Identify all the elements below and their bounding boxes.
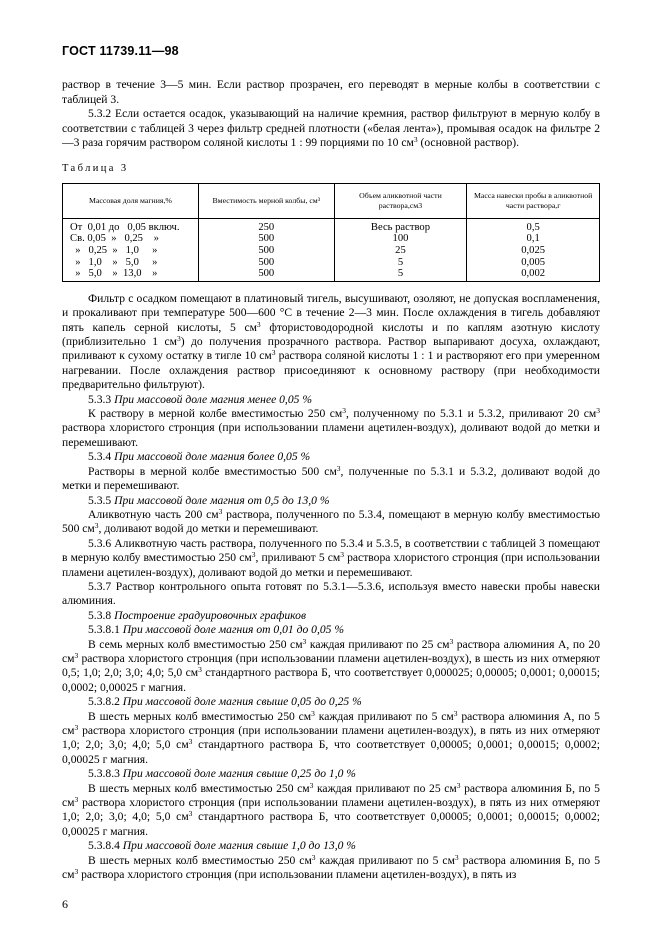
table-header-cell: Вместимость мерной колбы, см³: [198, 183, 334, 218]
table-cell: 500: [198, 268, 334, 281]
table-cell: От 0,01 до 0,05 включ.: [63, 218, 199, 233]
table-cell: 5: [334, 268, 467, 281]
table-cell: 0,1: [467, 233, 600, 245]
section-heading-5-3-8-3: 5.3.8.3 При массовой доле магния свыше 0,25 до 1,0 %: [88, 767, 356, 781]
table-cell: 0,002: [467, 268, 600, 281]
document-page: [62, 44, 600, 882]
section-heading-5-3-4: 5.3.4 При массовой доле магния более 0,05 %: [88, 450, 311, 464]
table-cell: » 5,0 » 13,0 »: [63, 268, 199, 281]
section-heading-5-3-8-2: 5.3.8.2 При массовой доле магния свыше 0,05 до 0,25 %: [88, 695, 362, 709]
table-header-cell: Объем аликвотной части раствора,см3: [334, 183, 467, 218]
table-cell: 5: [334, 257, 467, 269]
paragraph-5-3-5: Аликвотную часть 200 $см^3$ раствора, полученного по 5.3.4, помещают в мерную колбу вместимостью 500 $см^3$, доливают водой до метки и перемешивают.: [62, 506, 601, 536]
table-row: [63, 245, 600, 257]
paragraph-filter: Фильтр с осадком помещают в платиновый тигель, высушивают, озоляют, не допуская воспламенения, и прокаливают при температуре 500—600 °С в течение 2—3 мин. После охлаждения в тигель добавляют пять капель серной кислоты, 5 $см^3$ фтористоводородной кислоты и по каплям азотную кислоту (приблизительно 1 $см^3$) до получения прозрачного раствора. Раствор выпаривают досуха, охлаждают, приливают к сухому остатку в тигле 10 $см^3$ раствора соляной кислоты 1 : 1 и растворяют его при умеренном нагревании. После охлаждения раствор присоединяют к основному раствору (при необходимости предварительно фильтруют).: [62, 291, 600, 392]
section-heading-5-3-5: 5.3.5 При массовой доле магния от 0,5 до 13,0 %: [88, 493, 330, 507]
paragraph-5-3-6: 5.3.6 Аликвотную часть раствора, полученного по 5.3.4 и 5.3.5, в соответствии с таблицей 3 помещают в мерную колбу вместимостью 250 $см^3$, приливают 5 $см^3$ раствора хлористого стронция (при использовании пламени ацетилен-воздух), доливают водой до метки и перемешивают.: [62, 536, 601, 579]
table-cell: 500: [198, 233, 334, 245]
table-cell: 500: [198, 257, 334, 269]
section-heading-5-3-8-4: 5.3.8.4 При массовой доле магния свыше 1,0 до 13,0 %: [88, 839, 356, 853]
paragraph-5-3-8-3: В шесть мерных колб вместимостью 250 $см^3$ каждая приливают по 25 $см^3$ раствора алюминия Б, по 5 $см^3$ раствора хлористого стронция (при использовании пламени ацетилен-воздух), в пять из них отмеряют 1,0; 2,0; 3,0; 4,0; 5,0 $см^3$ стандартного раствора Б, что соответствует 0,00005; 0,0001; 0,00015; 0,0002; 0,00025 г магния.: [62, 780, 600, 838]
paragraph-5-3-8-1: В семь мерных колб вместимостью 250 $см^3$ каждая приливают по 25 $см^3$ раствора алюминия А, по 20 $см^3$ раствора хлористого стронция (при использовании пламени ацетилен-воздух), в шесть из них отмеряют 0,5; 1,0; 2,0; 3,0; 4,0; 5,0 $см^3$ стандартного раствора Б, что соответствует 0,000025; 0,00005; 0,0001; 0,00015; 0,0002; 0,00025 г магния.: [62, 636, 600, 694]
table-cell: 100: [334, 233, 467, 245]
table-cell: 25: [334, 245, 467, 257]
table-cell: 500: [198, 245, 334, 257]
table-cell: 0,5: [467, 218, 600, 233]
table-row: [63, 218, 600, 233]
table-cell: » 1,0 » 5,0 »: [63, 257, 199, 269]
table-cell: » 0,25 » 1,0 »: [63, 245, 199, 257]
section-heading-5-3-8: 5.3.8 Построение градуировочных графиков: [88, 608, 306, 622]
paragraph-5-3-7: 5.3.7 Раствор контрольного опыта готовят по 5.3.1—5.3.6, используя вместо навески пробы навески алюминия.: [62, 579, 600, 608]
table-cell: 0,025: [467, 245, 600, 257]
table-header-cell: Масса навески пробы в аликвотной части раствора,г: [467, 183, 600, 218]
table-3: [62, 183, 600, 282]
table-cell: 250: [198, 218, 334, 233]
table-3-title: Таблица 3: [62, 163, 129, 175]
table-row: [63, 268, 600, 281]
paragraph-5-3-3: К раствору в мерной колбе вместимостью 250 $см^3$, полученному по 5.3.1 и 5.3.2, приливают 20 $см^3$ раствора хлористого стронция (при использовании пламени ацетилен-воздух), доливают водой до метки и перемешивают.: [62, 406, 601, 449]
page-number: 6: [62, 897, 68, 911]
table-cell: Весь раствор: [334, 218, 467, 233]
document-header: ГОСТ 11739.11—98: [62, 44, 179, 58]
paragraph-5-3-4: Растворы в мерной колбе вместимостью 500 $см^3$, полученные по 5.3.1 и 5.3.2, доливают водой до метки и перемешивают.: [62, 463, 600, 493]
section-heading-5-3-8-1: 5.3.8.1 При массовой доле магния от 0,01 до 0,05 %: [88, 623, 344, 637]
table-cell: Св. 0,05 » 0,25 »: [63, 233, 199, 245]
table-cell: 0,005: [467, 257, 600, 269]
paragraph-5-3-8-2: В шесть мерных колб вместимостью 250 $см^3$ каждая приливают по 5 $см^3$ раствора алюминия А, по 5 $см^3$ раствора хлористого стронция (при использовании пламени ацетилен-воздух), в пять из них отмеряют 1,0; 2,0; 3,0; 4,0; 5,0 $см^3$ стандартного раствора Б, что соответствует 0,00005; 0,0001; 0,00015; 0,0002; 0,00025 г магния.: [62, 708, 600, 766]
paragraph-5-3-2: 5.3.2 Если остается осадок, указывающий на наличие кремния, раствор фильтруют в мерную колбу в соответствии с таблицей 3 через фильтр средней плотности («белая лента»), промывая осадок на фильтре 2—3 раза горячим раствором соляной кислоты 1 : 99 порциями по 10 $см^3$ (основной раствор).: [62, 107, 600, 150]
section-heading-5-3-3: 5.3.3 При массовой доле магния менее 0,05 %: [88, 392, 312, 406]
paragraph-5-3-8-4: В шесть мерных колб вместимостью 250 $см^3$ каждая приливают по 5 $см^3$ раствора алюминия Б, по 5 $см^3$ раствора хлористого стронция (при использовании пламени ацетилен-воздух), в пять из: [62, 852, 600, 882]
table-row: [63, 233, 600, 245]
table-row: [63, 257, 600, 269]
table-header-cell: Массовая доля магния,%: [63, 183, 199, 218]
table-header-row: [63, 183, 600, 218]
paragraph-continuation: раствор в течение 3—5 мин. Если раствор прозрачен, его переводят в мерные колбы в соответствии с таблицей 3.: [62, 78, 600, 106]
